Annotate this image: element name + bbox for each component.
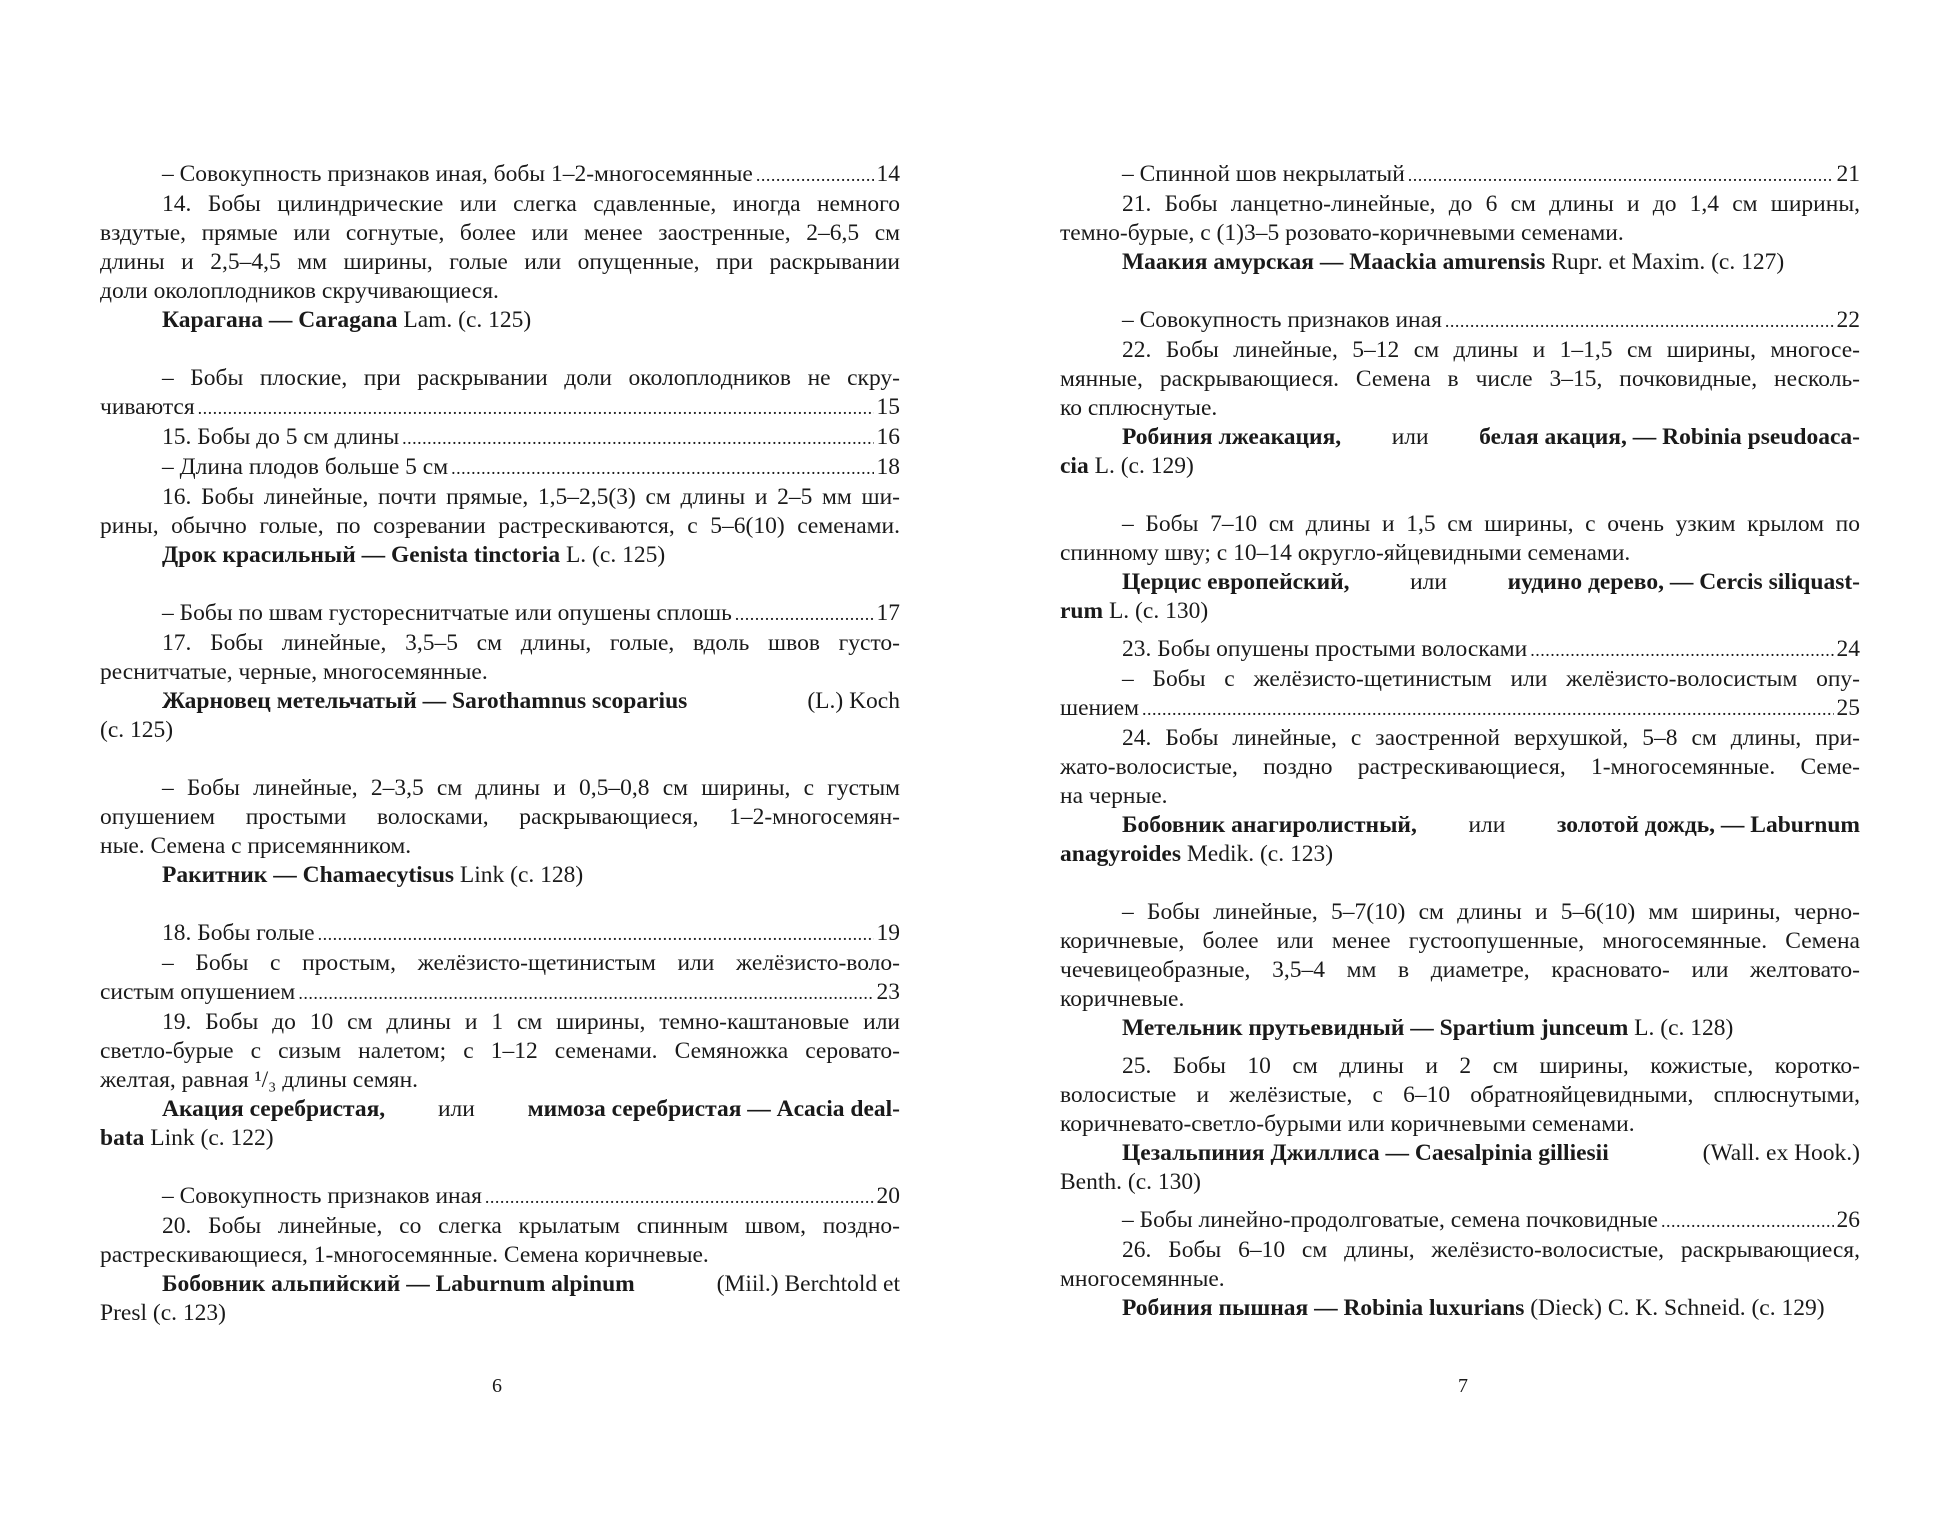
paragraph-gap <box>100 890 900 919</box>
taxon-name-line <box>1060 248 1860 277</box>
key-lead-line <box>1060 306 1860 336</box>
leader-dots <box>1661 1206 1834 1236</box>
text-line: – Бобы с простым, желёзисто-щетинистым или желёзисто-воло- <box>162 950 900 976</box>
taxon-name-bold: Карагана — Caragana <box>162 307 398 333</box>
taxon-name-bold: Жарновец метельчатый — Sarothamnus scoparius <box>162 688 688 714</box>
text-line: волосистые и желёзистые, с 6–10 обратнояйцевидными, сплюснутыми, <box>1060 1082 1860 1108</box>
key-lead-line <box>1060 1206 1860 1236</box>
taxon-name-bold: Акация серебристая, <box>162 1096 386 1122</box>
lead-text: – Совокупность признаков иная, бобы 1–2-многосемянные <box>162 161 753 187</box>
text-line: 17. Бобы линейные, 3,5–5 см длины, голые, вдоль швов густо- <box>162 630 900 656</box>
lead-number: 25 <box>1836 695 1860 721</box>
taxon-author: (L.) Koch <box>801 688 900 714</box>
lead-text: 18. Бобы голые <box>162 920 315 946</box>
taxon-name-bold: Бобовник альпийский — Laburnum alpinum <box>162 1271 635 1297</box>
leader-dots <box>1530 635 1833 665</box>
text-line: коричневато-светло-бурыми или коричневыми семенами. <box>1060 1111 1635 1137</box>
text-line: коричневые. <box>1060 986 1185 1012</box>
lead-text: – Бобы линейно-продолговатые, семена почковидные <box>1122 1207 1658 1233</box>
lead-number: 22 <box>1836 307 1860 333</box>
taxon-author: Rupr. et Maxim. (с. 127) <box>1545 249 1785 275</box>
taxon-name-line <box>1060 840 1860 869</box>
taxon-name-line <box>100 541 900 570</box>
text-line: чечевицеобразные, 3,5–4 мм в диаметре, красновато- или желтовато- <box>1060 957 1860 983</box>
taxon-author: Link (с. 122) <box>144 1125 274 1151</box>
key-lead-line <box>100 919 900 949</box>
paragraph-gap <box>1060 277 1860 306</box>
lead-text: шением <box>1060 695 1139 721</box>
text-line: Presl (с. 123) <box>100 1300 226 1326</box>
taxon-name-bold: Метельник прутьевидный — Spartium junceum <box>1122 1015 1629 1041</box>
text-line: растрескивающиеся, 1-многосемянные. Семена коричневые. <box>100 1242 709 1268</box>
taxon-name-line <box>100 861 900 890</box>
taxon-name-line <box>1060 597 1860 626</box>
lead-number: 21 <box>1836 161 1860 187</box>
taxon-name-line <box>100 1124 900 1153</box>
page-number-left: 6 <box>492 1375 502 1397</box>
text-line: – Бобы плоские, при раскрывании доли околоплодников не скру- <box>162 365 900 391</box>
taxon-name-bold: Дрок красильный — Genista tinctoria <box>162 542 561 568</box>
leader-dots <box>198 393 874 423</box>
leader-dots <box>756 160 874 190</box>
taxon-name-line <box>1060 1139 1860 1168</box>
taxon-name-bold: rum <box>1060 598 1104 624</box>
key-lead-line <box>100 423 900 453</box>
text-line: многосемянные. <box>1060 1266 1225 1292</box>
lead-text: 23. Бобы опушены простыми волосками <box>1122 636 1528 662</box>
taxon-name-line <box>1060 423 1860 452</box>
taxon-author: L. (с. 130) <box>1103 598 1209 624</box>
taxon-name-bold: Робиния лжеакация, <box>1122 424 1342 450</box>
key-lead-line <box>100 453 900 483</box>
key-lead-line <box>1060 694 1860 724</box>
lead-number: 26 <box>1836 1207 1860 1233</box>
paragraph-gap <box>100 335 900 364</box>
text-line: опушением простыми волосками, раскрывающиеся, 1–2-многосемян- <box>100 804 900 830</box>
lead-text: – Бобы по швам густореснитчатые или опушены сплошь <box>162 600 732 626</box>
text-line: ко сплюснутые. <box>1060 395 1218 421</box>
taxon-author: L. (с. 125) <box>560 542 666 568</box>
lead-number: 18 <box>876 454 900 480</box>
lead-number: 16 <box>876 424 900 450</box>
taxon-name-bold: cia <box>1060 453 1089 479</box>
text-line: 20. Бобы линейные, со слегка крылатым спинным швом, поздно- <box>162 1213 900 1239</box>
lead-text: систым опушением <box>100 979 296 1005</box>
leader-dots <box>485 1182 874 1212</box>
taxon-name-bold: Маакия амурская — Maackia amurensis <box>1122 249 1546 275</box>
leader-dots <box>735 599 874 629</box>
key-lead-line <box>1060 160 1860 190</box>
lead-text: – Спинной шов некрылатый <box>1122 161 1405 187</box>
taxon-name-bold: bata <box>100 1125 145 1151</box>
taxon-name-bold: Цезальпиния Джиллиса — Caesalpinia gilliesii <box>1122 1140 1609 1166</box>
leader-dots <box>1408 160 1834 190</box>
taxon-author: (Wall. ex Hook.) <box>1696 1140 1860 1166</box>
text-line: 25. Бобы 10 см длины и 2 см ширины, кожистые, коротко- <box>1122 1053 1860 1079</box>
taxon-name-line <box>100 687 900 716</box>
taxon-name-line <box>1060 452 1860 481</box>
leader-dots <box>318 919 874 949</box>
key-lead-line <box>100 393 900 423</box>
taxon-author: или <box>1404 569 1453 595</box>
taxon-name-bold: белая акация, — Robinia pseudoaca- <box>1479 424 1860 450</box>
lead-text: 15. Бобы до 5 см длины <box>162 424 400 450</box>
taxon-name-bold: Ракитник — Chamaecytisus <box>162 862 455 888</box>
paragraph-gap <box>100 1153 900 1182</box>
text-line: (с. 125) <box>100 717 174 743</box>
key-lead-line <box>100 599 900 629</box>
leader-dots <box>1142 694 1834 724</box>
leader-dots <box>451 453 873 483</box>
taxon-name-bold: золотой дождь, — Laburnum <box>1556 812 1860 838</box>
paragraph-gap <box>100 570 900 599</box>
lead-text: – Длина плодов больше 5 см <box>162 454 449 480</box>
lead-number: 14 <box>876 161 900 187</box>
text-line: 26. Бобы 6–10 см длины, желёзисто-волосистые, раскрывающиеся, <box>1122 1237 1860 1263</box>
taxon-name-line <box>100 306 900 335</box>
text-line: 21. Бобы ланцетно-линейные, до 6 см длины и до 1,4 см ширины, <box>1122 191 1860 217</box>
taxon-name-line <box>1060 568 1860 597</box>
paragraph-gap <box>1060 481 1860 510</box>
text-line: коричневые, более или менее густоопушенные, многосемянные. Семена <box>1060 928 1860 954</box>
leader-dots <box>1445 306 1834 336</box>
taxon-author: или <box>1462 812 1512 838</box>
text-line: светло-бурые с сизым налетом; с 1–12 семенами. Семяножка серовато- <box>100 1038 900 1064</box>
taxon-name-line <box>1060 1294 1860 1323</box>
text-line: спинному шву; с 10–14 округло-яйцевидными семенами. <box>1060 540 1631 566</box>
lead-text: чиваются <box>100 394 195 420</box>
text-line: 22. Бобы линейные, 5–12 см длины и 1–1,5 см ширины, многосе- <box>1122 337 1860 363</box>
lead-number: 20 <box>876 1183 900 1209</box>
text-line: ные. Семена с присемянником. <box>100 833 412 859</box>
right-page <box>1060 160 1860 1323</box>
text-line: реснитчатые, черные, многосемянные. <box>100 659 488 685</box>
taxon-name-line <box>100 1270 900 1299</box>
taxon-author: L. (с. 128) <box>1628 1015 1734 1041</box>
lead-number: 17 <box>876 600 900 626</box>
left-page <box>100 160 900 1328</box>
text-line: 14. Бобы цилиндрические или слегка сдавленные, иногда немного <box>162 191 900 217</box>
taxon-author: или <box>1385 424 1435 450</box>
taxon-name-bold: иудино дерево, — Cercis siliquast- <box>1507 569 1860 595</box>
lead-number: 24 <box>1836 636 1860 662</box>
taxon-name-line <box>1060 811 1860 840</box>
taxon-author: Medik. (с. 123) <box>1181 841 1334 867</box>
taxon-name-line <box>1060 1014 1860 1043</box>
text-line: 16. Бобы линейные, почти прямые, 1,5–2,5(3) см длины и 2–5 мм ши- <box>162 484 900 510</box>
text-line: рины, обычно голые, по созревании растрескиваются, с 5–6(10) семенами. <box>100 513 900 539</box>
lead-text: – Совокупность признаков иная <box>162 1183 482 1209</box>
lead-number: 15 <box>876 394 900 420</box>
text-line: 19. Бобы до 10 см длины и 1 см ширины, темно-каштановые или <box>162 1009 900 1035</box>
taxon-name-bold: anagyroides <box>1060 841 1181 867</box>
text-line: на черные. <box>1060 783 1168 809</box>
paragraph-gap <box>1060 1197 1860 1206</box>
text-line: – Бобы линейные, 2–3,5 см длины и 0,5–0,8 см ширины, с густым <box>162 775 900 801</box>
paragraph-gap <box>1060 626 1860 635</box>
text-line: доли околоплодников скручивающиеся. <box>100 278 499 304</box>
text-line: желтая, равная ¹/₃ длины семян. <box>100 1067 419 1093</box>
page-number-right: 7 <box>1458 1375 1468 1397</box>
taxon-author: Link (с. 128) <box>454 862 584 888</box>
taxon-author: L. (с. 129) <box>1088 453 1194 479</box>
taxon-name-bold: мимоза серебристая — Acacia deal- <box>527 1096 900 1122</box>
key-lead-line <box>1060 635 1860 665</box>
taxon-name-bold: Церцис европейский, <box>1122 569 1350 595</box>
text-line: мянные, раскрывающиеся. Семена в числе 3–15, почковидные, несколь- <box>1060 366 1860 392</box>
text-line: жато-волосистые, поздно растрескивающиеся, 1-многосемянные. Семе- <box>1060 754 1860 780</box>
lead-number: 23 <box>876 979 900 1005</box>
lead-number: 19 <box>876 920 900 946</box>
text-line: темно-бурые, с (1)3–5 розовато-коричневыми семенами. <box>1060 220 1624 246</box>
taxon-name-bold: Робиния пышная — Robinia luxurians <box>1122 1295 1525 1321</box>
text-line: – Бобы с желёзисто-щетинистым или желёзисто-волосистым опу- <box>1122 666 1860 692</box>
paragraph-gap <box>1060 869 1860 898</box>
paragraph-gap <box>100 745 900 774</box>
key-lead-line <box>100 1182 900 1212</box>
text-line: 24. Бобы линейные, с заостренной верхушкой, 5–8 см длины, при- <box>1122 725 1860 751</box>
leader-dots <box>298 978 873 1008</box>
taxon-name-line <box>100 1095 900 1124</box>
leader-dots <box>402 423 873 453</box>
lead-text: – Совокупность признаков иная <box>1122 307 1442 333</box>
taxon-author: (Dieck) C. K. Schneid. (с. 129) <box>1524 1295 1825 1321</box>
text-line: длины и 2,5–4,5 мм ширины, голые или опущенные, при раскрывании <box>100 249 900 275</box>
taxon-author: (Miil.) Berchtold et <box>710 1271 900 1297</box>
key-lead-line <box>100 978 900 1008</box>
key-lead-line <box>100 160 900 190</box>
text-line: – Бобы 7–10 см длины и 1,5 см ширины, с очень узким крылом по <box>1122 511 1860 537</box>
taxon-author: Lam. (с. 125) <box>397 307 532 333</box>
text-line: Benth. (с. 130) <box>1060 1169 1201 1195</box>
text-line: – Бобы линейные, 5–7(10) см длины и 5–6(10) мм ширины, черно- <box>1122 899 1860 925</box>
text-line: вздутые, прямые или согнутые, более или менее заостренные, 2–6,5 см <box>100 220 900 246</box>
taxon-name-bold: Бобовник анагиролистный, <box>1122 812 1417 838</box>
paragraph-gap <box>1060 1043 1860 1052</box>
taxon-author: или <box>432 1096 481 1122</box>
